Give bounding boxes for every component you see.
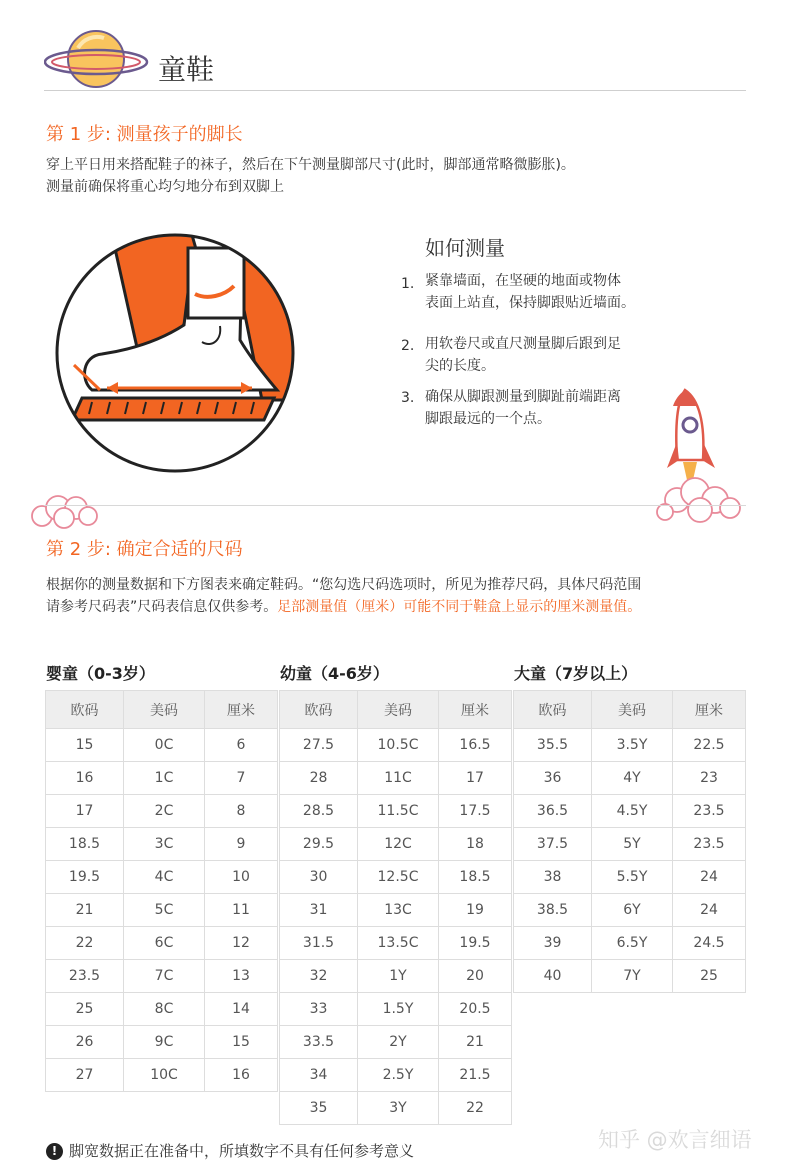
howto-number-1: 1.	[401, 276, 415, 292]
table-cell: 17.5	[439, 795, 512, 828]
table-cell: 20	[439, 960, 512, 993]
howto-item-2-line1: 用软卷尺或直尺测量脚后跟到足	[425, 336, 621, 352]
table-cell: 8C	[124, 993, 205, 1026]
table-cell: 2Y	[358, 1026, 439, 1059]
table-row	[280, 861, 512, 894]
column-header: 美码	[358, 691, 439, 729]
table-cell: 8	[205, 795, 278, 828]
table-cell: 40	[514, 960, 592, 993]
table-cell: 16	[46, 762, 124, 795]
table-cell: 6.5Y	[592, 927, 673, 960]
table-cell: 13	[205, 960, 278, 993]
table-cell: 36	[514, 762, 592, 795]
table-cell: 22	[439, 1092, 512, 1125]
table-cell: 33	[280, 993, 358, 1026]
table-cell: 36.5	[514, 795, 592, 828]
table-kid-title: 大童（7岁以上）	[514, 664, 638, 683]
table-cell: 19.5	[46, 861, 124, 894]
table-row	[280, 795, 512, 828]
table-row	[46, 861, 278, 894]
table-row	[46, 894, 278, 927]
table-row	[46, 762, 278, 795]
table-header-row	[514, 691, 746, 729]
table-row	[514, 795, 746, 828]
table-cell: 23.5	[673, 795, 746, 828]
table-cell: 9C	[124, 1026, 205, 1059]
table-cell: 26	[46, 1026, 124, 1059]
table-cell: 23.5	[673, 828, 746, 861]
table-cell: 24	[673, 861, 746, 894]
table-cell: 6C	[124, 927, 205, 960]
table-cell: 16.5	[439, 729, 512, 762]
table-cell: 10	[205, 861, 278, 894]
table-cell: 4.5Y	[592, 795, 673, 828]
footnote-text: 脚宽数据正在准备中，所填数字不具有任何参考意义	[69, 1142, 415, 1160]
table-cell: 35.5	[514, 729, 592, 762]
table-row	[280, 993, 512, 1026]
table-cell: 39	[514, 927, 592, 960]
table-toddler-title: 幼童（4-6岁）	[280, 664, 389, 683]
table-cell: 7	[205, 762, 278, 795]
table-row	[280, 729, 512, 762]
step1-heading: 第 1 步: 测量孩子的脚长	[46, 124, 243, 145]
howto-item-2	[425, 333, 665, 377]
table-row	[514, 762, 746, 795]
table-cell: 32	[280, 960, 358, 993]
table-row	[46, 1059, 278, 1092]
table-infant-title: 婴童（0-3岁）	[46, 664, 155, 683]
table-cell: 30	[280, 861, 358, 894]
exclamation-icon: !	[46, 1143, 63, 1160]
table-cell: 34	[280, 1059, 358, 1092]
table-row	[280, 762, 512, 795]
table-cell: 11C	[358, 762, 439, 795]
table-cell: 17	[46, 795, 124, 828]
section-divider	[44, 505, 746, 506]
table-cell: 3Y	[358, 1092, 439, 1125]
table-row	[46, 828, 278, 861]
table-row	[280, 1026, 512, 1059]
table-cell: 5Y	[592, 828, 673, 861]
table-cell: 0C	[124, 729, 205, 762]
column-header: 欧码	[514, 691, 592, 729]
table-cell: 38	[514, 861, 592, 894]
table-row	[280, 894, 512, 927]
watermark: 知乎 @欢言细语	[598, 1128, 752, 1152]
foot-measure-illustration	[52, 230, 298, 476]
table-cell: 9	[205, 828, 278, 861]
table-cell: 28	[280, 762, 358, 795]
table-cell: 22.5	[673, 729, 746, 762]
table-cell: 33.5	[280, 1026, 358, 1059]
table-cell: 23.5	[46, 960, 124, 993]
table-cell: 31.5	[280, 927, 358, 960]
footnote	[46, 1140, 414, 1161]
table-cell: 11	[205, 894, 278, 927]
table-cell: 28.5	[280, 795, 358, 828]
divider	[44, 90, 746, 91]
table-cell: 22	[46, 927, 124, 960]
size-table-infant	[45, 690, 278, 1092]
howto-item-1-line1: 紧靠墙面，在坚硬的地面或物体	[425, 273, 621, 289]
table-cell: 19.5	[439, 927, 512, 960]
table-cell: 3.5Y	[592, 729, 673, 762]
table-cell: 19	[439, 894, 512, 927]
table-cell: 5C	[124, 894, 205, 927]
table-cell: 31	[280, 894, 358, 927]
howto-item-1	[425, 270, 665, 314]
table-cell: 2C	[124, 795, 205, 828]
table-row	[280, 960, 512, 993]
table-cell: 1C	[124, 762, 205, 795]
table-row	[514, 828, 746, 861]
rocket-icon	[655, 380, 750, 530]
table-cell: 6	[205, 729, 278, 762]
page-title: 童鞋	[158, 53, 215, 86]
table-row	[46, 795, 278, 828]
table-cell: 15	[46, 729, 124, 762]
size-table-kid	[513, 690, 746, 993]
table-cell: 14	[205, 993, 278, 1026]
table-cell: 6Y	[592, 894, 673, 927]
table-row	[46, 1026, 278, 1059]
howto-item-3-line1: 确保从脚跟测量到脚趾前端距离	[425, 389, 621, 405]
table-cell: 10.5C	[358, 729, 439, 762]
table-cell: 20.5	[439, 993, 512, 1026]
table-cell: 7C	[124, 960, 205, 993]
table-cell: 18.5	[439, 861, 512, 894]
step1-line1: 穿上平日用来搭配鞋子的袜子，然后在下午测量脚部尺寸(此时，脚部通常略微膨胀)。	[46, 157, 575, 173]
table-cell: 29.5	[280, 828, 358, 861]
howto-item-3-line2: 脚跟最远的一个点。	[425, 411, 551, 427]
table-cell: 25	[673, 960, 746, 993]
table-row	[280, 927, 512, 960]
table-cell: 4Y	[592, 762, 673, 795]
table-cell: 18	[439, 828, 512, 861]
table-cell: 12.5C	[358, 861, 439, 894]
table-cell: 1Y	[358, 960, 439, 993]
column-header: 美码	[124, 691, 205, 729]
step2-heading: 第 2 步: 确定合适的尺码	[46, 539, 243, 560]
table-cell: 37.5	[514, 828, 592, 861]
table-header-row	[46, 691, 278, 729]
table-row	[514, 894, 746, 927]
table-cell: 21.5	[439, 1059, 512, 1092]
cloud-icon	[24, 490, 102, 532]
howto-number-3: 3.	[401, 390, 415, 406]
table-cell: 16	[205, 1059, 278, 1092]
table-cell: 2.5Y	[358, 1059, 439, 1092]
column-header: 厘米	[205, 691, 278, 729]
table-cell: 21	[46, 894, 124, 927]
table-cell: 21	[439, 1026, 512, 1059]
planet-icon	[44, 26, 154, 92]
table-cell: 17	[439, 762, 512, 795]
column-header: 厘米	[439, 691, 512, 729]
table-cell: 38.5	[514, 894, 592, 927]
step1-text	[46, 154, 746, 198]
table-cell: 3C	[124, 828, 205, 861]
step2-line2	[46, 596, 746, 618]
table-row	[280, 1092, 512, 1125]
column-header: 美码	[592, 691, 673, 729]
step2-line1: 根据你的测量数据和下方图表来确定鞋码。“您勾选尺码选项时，所见为推荐尺码，具体尺码范围	[46, 577, 642, 593]
table-cell: 27	[46, 1059, 124, 1092]
table-row	[46, 729, 278, 762]
table-row	[514, 861, 746, 894]
table-cell: 13.5C	[358, 927, 439, 960]
table-cell: 18.5	[46, 828, 124, 861]
table-row	[514, 960, 746, 993]
table-row	[46, 960, 278, 993]
step1-line2: 测量前确保将重心均匀地分布到双脚上	[46, 179, 284, 195]
howto-item-3	[425, 386, 665, 430]
howto-item-2-line2: 尖的长度。	[425, 358, 495, 374]
table-cell: 7Y	[592, 960, 673, 993]
howto-title: 如何测量	[425, 236, 505, 260]
column-header: 欧码	[280, 691, 358, 729]
table-cell: 11.5C	[358, 795, 439, 828]
step2-line2-highlight: 足部测量值（厘米）可能不同于鞋盒上显示的厘米测量值。	[277, 599, 642, 615]
table-cell: 35	[280, 1092, 358, 1125]
table-cell: 4C	[124, 861, 205, 894]
table-cell: 15	[205, 1026, 278, 1059]
column-header: 厘米	[673, 691, 746, 729]
table-cell: 24.5	[673, 927, 746, 960]
table-row	[280, 828, 512, 861]
table-cell: 23	[673, 762, 746, 795]
table-cell: 12C	[358, 828, 439, 861]
howto-number-2: 2.	[401, 338, 415, 354]
table-row	[46, 927, 278, 960]
table-row	[514, 927, 746, 960]
table-header-row	[280, 691, 512, 729]
table-cell: 10C	[124, 1059, 205, 1092]
table-cell: 25	[46, 993, 124, 1026]
table-cell: 13C	[358, 894, 439, 927]
table-cell: 24	[673, 894, 746, 927]
howto-item-1-line2: 表面上站直，保持脚跟贴近墙面。	[425, 295, 635, 311]
table-row	[280, 1059, 512, 1092]
table-row	[514, 729, 746, 762]
column-header: 欧码	[46, 691, 124, 729]
table-row	[46, 993, 278, 1026]
size-table-toddler	[279, 690, 512, 1125]
step2-text	[46, 574, 746, 618]
table-cell: 1.5Y	[358, 993, 439, 1026]
step2-line2-normal: 请参考尺码表”尺码表信息仅供参考。	[46, 599, 278, 615]
table-cell: 12	[205, 927, 278, 960]
table-cell: 5.5Y	[592, 861, 673, 894]
table-cell: 27.5	[280, 729, 358, 762]
